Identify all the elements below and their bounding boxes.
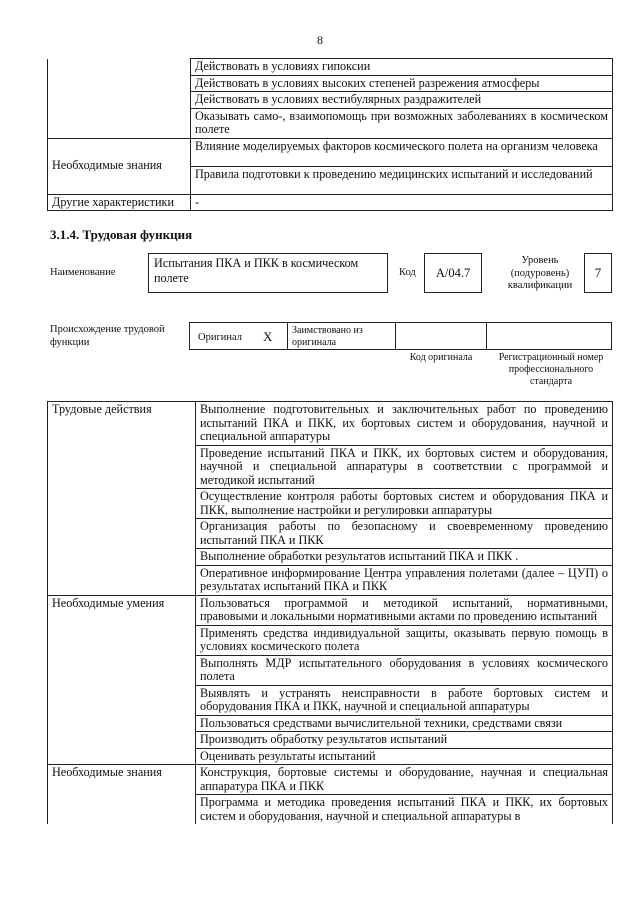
- top-knowledge-label: Необходимые знания: [48, 138, 191, 194]
- table-cell: Организация работы по безопасному и своевременному проведению испытаний ПКА и ПКК: [196, 519, 613, 549]
- page-number: 8: [317, 33, 323, 47]
- table-cell: Конструкция, бортовые системы и оборудование, научная и специальная аппаратура ПКА и ПКК: [196, 765, 613, 795]
- table-cell: Выполнение подготовительных и заключительных работ по проведению испытаний ПКА и ПКК, их бортовых систем и оборудования, научной и специальной аппаратуры: [196, 402, 613, 446]
- original-mark: X: [263, 329, 273, 344]
- level-value: 7: [584, 253, 612, 293]
- origin-label: Происхождение трудовой функции: [50, 324, 165, 348]
- table-cell: Оперативное информирование Центра управления полетами (далее – ЦУП) о результатах испытаний ПКА и ПКК: [196, 565, 613, 595]
- group-label: Необходимые знания: [48, 765, 196, 825]
- name-value: Испытания ПКА и ПКК в космическом полете: [148, 253, 388, 293]
- top-table-cell: Влияние моделируемых факторов космического полета на организм человека: [191, 138, 613, 166]
- top-table-empty-label: [48, 59, 191, 139]
- section-title: 3.1.4. Трудовая функция: [50, 227, 193, 242]
- other-characteristics-label: Другие характеристики: [48, 194, 191, 211]
- borrowed-label: Заимствовано из оригинала: [292, 325, 363, 348]
- top-table: [47, 58, 613, 211]
- table-cell: Производить обработку результатов испытаний: [196, 732, 613, 749]
- code-value: A/04.7: [424, 253, 482, 293]
- divider: [287, 322, 288, 350]
- table-cell: Выполнение обработки результатов испытаний ПКА и ПКК .: [196, 549, 613, 566]
- table-cell: Проведение испытаний ПКА и ПКК, их бортовых систем и оборудования, научной и специальной аппаратуры в соответствии с программой и методикой испытаний: [196, 445, 613, 489]
- table-cell: Пользоваться программой и методикой испытаний, нормативными, правовыми и локальными нормативными актами по проведению испытаний: [196, 595, 613, 625]
- code-original-label: Код оригинала: [409, 352, 473, 363]
- divider: [486, 322, 487, 350]
- level-label: Уровень (подуровень) квалификации: [507, 255, 573, 291]
- code-label: Код: [399, 267, 416, 278]
- top-table-cell: Действовать в условиях высоких степеней разрежения атмосферы: [191, 75, 613, 92]
- top-table-cell: Правила подготовки к проведению медицинских испытаний и исследований: [191, 166, 613, 194]
- table-cell: Осуществление контроля работы бортовых систем и оборудования ПКА и ПКК, выполнение настройки и регулировки аппаратуры: [196, 489, 613, 519]
- top-table-cell: Оказывать само-, взаимопомощь при возможных заболеваниях в космическом полете: [191, 108, 613, 138]
- name-label: Наименование: [50, 267, 116, 278]
- reg-number-label: Регистрационный номер профессионального стандарта: [498, 352, 604, 387]
- top-table-cell: Действовать в условиях вестибулярных раздражителей: [191, 92, 613, 109]
- divider: [395, 322, 396, 350]
- origin-box: [189, 322, 612, 350]
- table-cell: Применять средства индивидуальной защиты, оказывать первую помощь в условиях космического полета: [196, 625, 613, 655]
- group-label: Трудовые действия: [48, 402, 196, 596]
- group-label: Необходимые умения: [48, 595, 196, 765]
- top-table-cell: Действовать в условиях гипоксии: [191, 59, 613, 76]
- main-table: [47, 401, 613, 824]
- other-characteristics-value: -: [191, 194, 613, 211]
- table-cell: Выявлять и устранять неисправности в работе бортовых систем и оборудования ПКА и ПКК, научной и специальной аппаратуры: [196, 685, 613, 715]
- table-cell: Пользоваться средствами вычислительной техники, средствами связи: [196, 715, 613, 732]
- table-cell: Оценивать результаты испытаний: [196, 748, 613, 765]
- original-label: Оригинал: [198, 332, 242, 343]
- table-cell: Выполнять МДР испытательного оборудования в условиях космического полета: [196, 655, 613, 685]
- table-cell: Программа и методика проведения испытаний ПКА и ПКК, их бортовых систем и оборудования, научной и специальной аппаратуры в: [196, 795, 613, 825]
